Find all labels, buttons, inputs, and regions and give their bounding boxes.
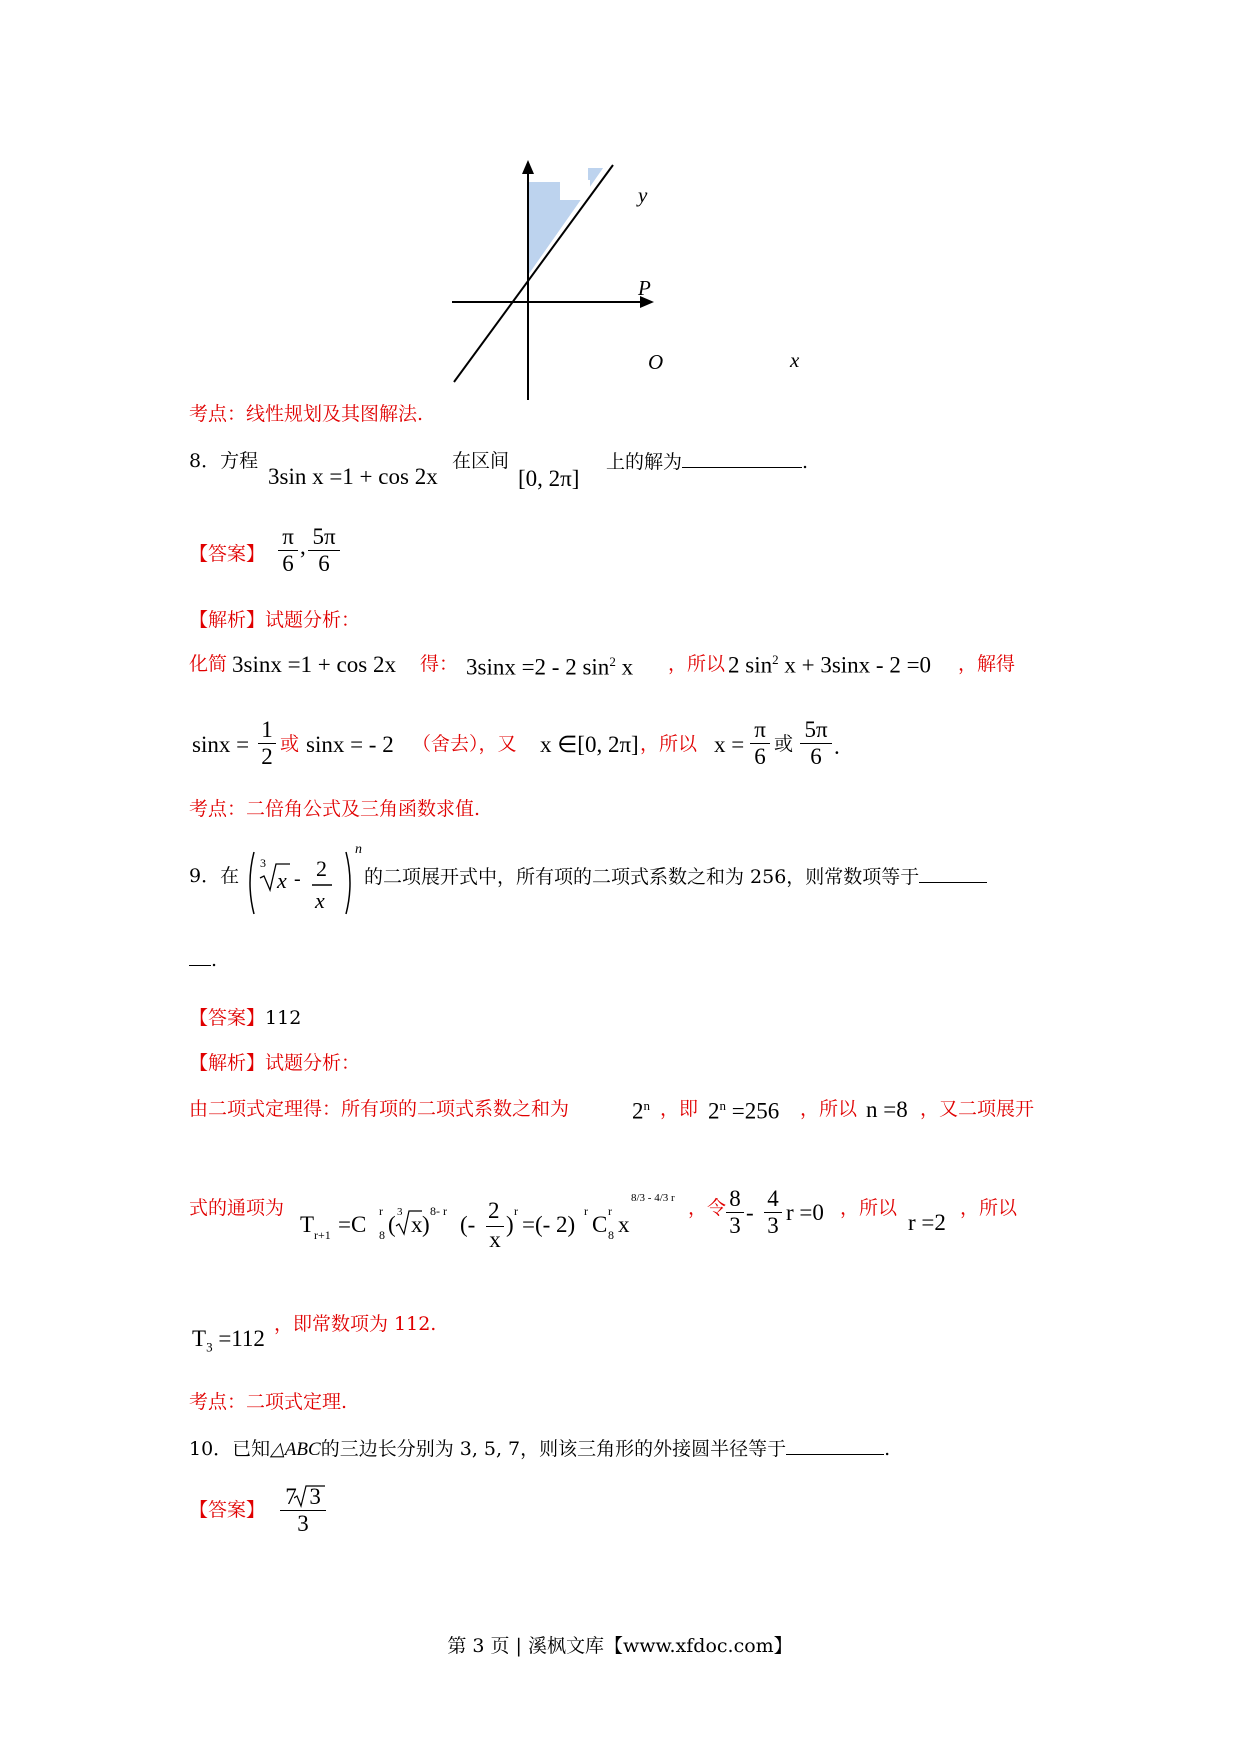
q9-binomial-expr: 3 x - 2 x [246, 848, 354, 918]
q9-line2-d: ，所以 [960, 1197, 1018, 1219]
q10-answer-frac: $\frac{7 3}{3}$ [280, 1484, 326, 1537]
q9-line1-n: n =8 [866, 1097, 908, 1122]
q8-line2-in: x ∈[0, 2π] [540, 732, 639, 757]
q8-line1-a: 化简 [189, 653, 228, 675]
q9-kaodian: 考点：二项式定理. [189, 1391, 348, 1413]
q9-blank-end: . [189, 945, 217, 974]
q9-line2-c: ，所以 [840, 1197, 898, 1219]
q8-line1-c: ，所以 [668, 653, 726, 675]
q8-tail: 上的解为 . [606, 447, 808, 476]
q9-line2-a: 式的通项为 [189, 1197, 285, 1219]
q8-lead: 8．方程 [189, 450, 259, 472]
q9-line1-d: ，又二项展开 [920, 1098, 1035, 1120]
q8-interval: [0, 2π] [518, 466, 580, 491]
q8-line1-expr1: 3sinx =1 + cos 2x [232, 652, 396, 677]
q10-answer-tag: 【答案】 [189, 1499, 266, 1521]
figure-label-x: x [790, 348, 800, 372]
q9-line2-frac2: $\frac{4}{3}$ [764, 1186, 782, 1239]
q7-kaodian: 考点：线性规划及其图解法. [189, 403, 424, 425]
q9-answer: 【答案】112 [189, 1007, 302, 1029]
figure-label-y: y [638, 183, 648, 207]
q8-equation: 3sin x =1 + cos 2x [268, 464, 438, 489]
q8-line2-frac2: $\frac{5\pi}{6}$ [800, 717, 832, 770]
q9-text: 的二项展开式中，所有项的二项式系数之和为 256，则常数项等于 [364, 862, 987, 891]
linear-programming-figure [440, 160, 820, 410]
q9-line1-b: ，即 [660, 1098, 699, 1120]
q9-line2-minus: - [746, 1200, 754, 1225]
q8-answer-tag: 【答案】 [189, 543, 266, 565]
q8-answer-comma: , [300, 534, 306, 559]
q9-line2-b: ，令 [688, 1197, 727, 1219]
q9-line2-r2: r =2 [908, 1210, 946, 1235]
q8-line1-b: 得： [420, 653, 459, 675]
q9-line2-r-eq: r =0 [786, 1200, 824, 1225]
q8-analysis-tag: 【解析】试题分析： [189, 609, 361, 631]
q9-line3-text: ，即常数项为 112. [274, 1313, 437, 1335]
q9-line1-pow: 2$^n$ [632, 1098, 650, 1124]
q9-line1-eq: $2^n =256$ [708, 1098, 780, 1124]
q8-line2-or: 或 [280, 733, 300, 755]
q8-line1-expr3: 2 $\sin^2 x + 3\sin x - 2 =0$ [728, 652, 932, 678]
page-footer: 第 3 页 | 溪枫文库【www.xfdoc.com】 [447, 1635, 793, 1657]
q9-lead: 9．在 [189, 865, 240, 887]
q8-line2-so: ，所以 [640, 733, 698, 755]
q8-line2-expr: sinx = - 2 [306, 732, 394, 757]
q9-general-term: T r+1 =C r 8 ( 3 x ) 8- r (- 2 x ) r =(- 2) r C r 8 x 8/3 - 4/3 r [300, 1192, 675, 1252]
q9-line1-a: 由二项式定理得：所有项的二项式系数之和为 [189, 1098, 570, 1120]
q9-analysis-tag: 【解析】试题分析： [189, 1052, 361, 1074]
q8-interval-text: 在区间 [452, 450, 510, 472]
q8-answer-frac1: $\frac{\pi}{6}$ [278, 524, 298, 577]
q8-kaodian: 考点：二倍角公式及三角函数求值. [189, 798, 481, 820]
q8-line2-or2: 或 [774, 733, 794, 755]
y-axis-arrow [522, 160, 534, 174]
q8-line2-discard: （舍去），又 [412, 733, 517, 755]
q8-line2-frac: $\frac{1}{2}$ [258, 717, 276, 770]
q8-line2-end: . [834, 734, 840, 759]
q8-line1-d: ，解得 [958, 653, 1016, 675]
q9-line3-t3: $T_3 =112$ [192, 1326, 265, 1355]
figure-label-o: O [648, 350, 664, 374]
q8-line2-frac1: $\frac{\pi}{6}$ [750, 717, 770, 770]
q10-question: 10．已知△ABC的三边长分别为 3, 5, 7，则该三角形的外接圆半径等于 . [189, 1434, 890, 1464]
q9-line1-c: ，所以 [800, 1098, 858, 1120]
figure-label-p: P [638, 276, 651, 300]
q9-line2-frac1: $\frac{8}{3}$ [726, 1186, 744, 1239]
q9-power: n [355, 842, 362, 857]
q8-line2-lhs: sinx = [192, 732, 250, 757]
q8-answer-frac2: $\frac{5\pi}{6}$ [308, 524, 340, 577]
q8-line1-expr2: 3sinx =2 - 2 $\sin^2 x$ [466, 654, 634, 680]
q8-line2-x: x = [714, 732, 745, 757]
